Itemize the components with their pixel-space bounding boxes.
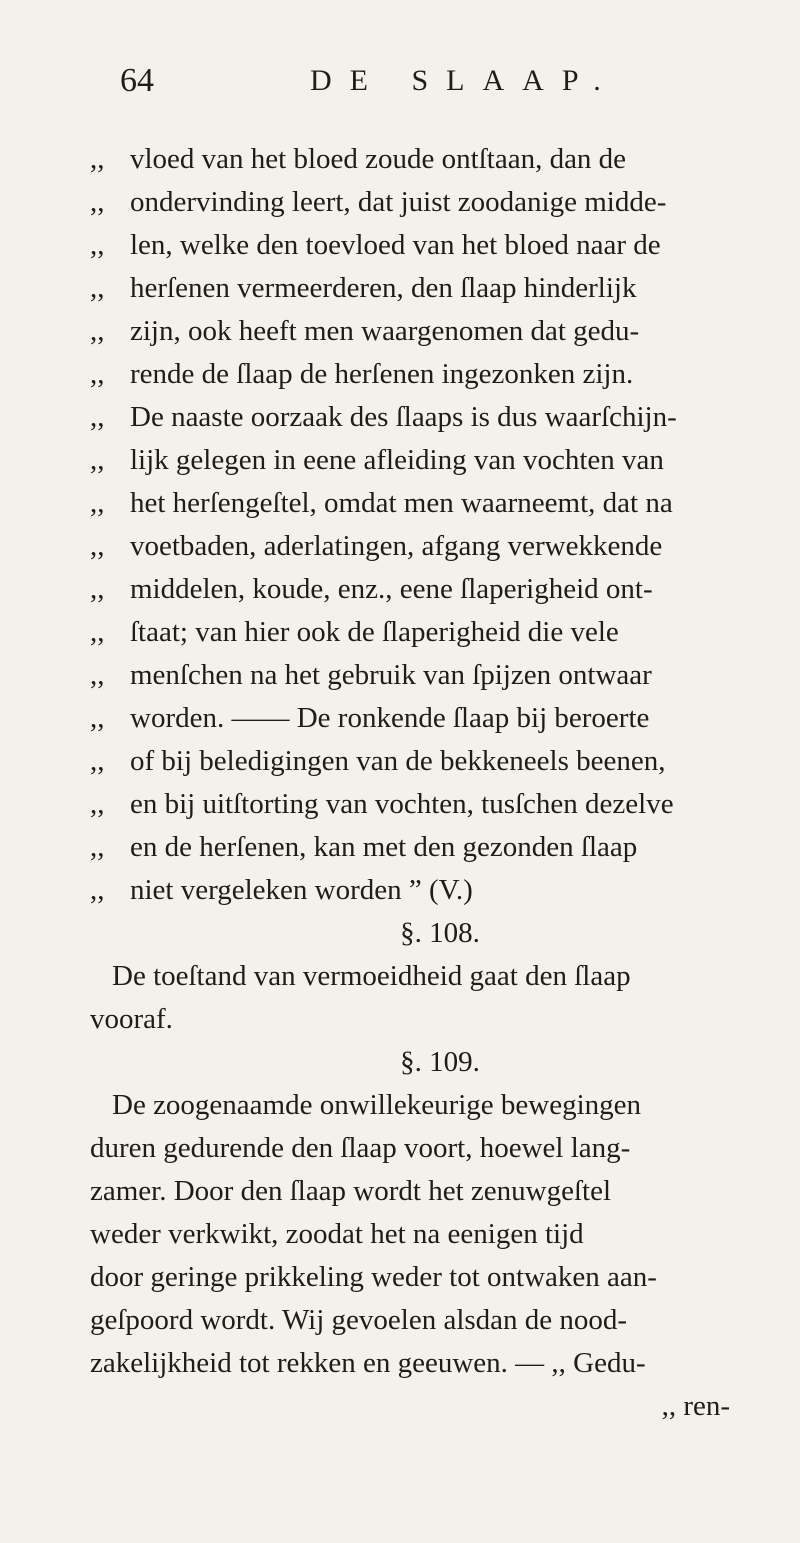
quote-line <box>90 267 750 310</box>
paragraph-line: De zoogenaamde onwillekeurige bewegingen <box>112 1089 642 1121</box>
quote-mark: ,, <box>90 358 105 390</box>
quote-mark: ,, <box>90 788 105 820</box>
quote-text: menſchen na het gebruik van ſpijzen ontwaar <box>130 659 652 691</box>
quote-line <box>90 611 750 654</box>
quote-mark: ,, <box>90 315 105 347</box>
section-heading-108: §. 108. <box>400 917 480 949</box>
quote-mark: ,, <box>90 229 105 261</box>
quote-line <box>90 826 750 869</box>
quote-text: ondervinding leert, dat juist zoodanige midde- <box>130 186 667 218</box>
quote-mark: ,, <box>90 659 105 691</box>
section-heading-109: §. 109. <box>400 1046 480 1078</box>
quote-line <box>90 568 750 611</box>
paragraph-line: zamer. Door den ſlaap wordt het zenuwgeſtel <box>90 1175 611 1207</box>
quote-mark: ,, <box>90 702 105 734</box>
catchword: ,, ren- <box>661 1390 730 1422</box>
paragraph-line: zakelijkheid tot rekken en geeuwen. — ,, Gedu- <box>90 1347 646 1379</box>
quote-mark: ,, <box>90 745 105 777</box>
quote-text: herſenen vermeerderen, den ſlaap hinderlijk <box>130 272 637 304</box>
paragraph-line: weder verkwikt, zoodat het na eenigen tijd <box>90 1218 584 1250</box>
quote-line <box>90 310 750 353</box>
quote-line <box>90 869 750 912</box>
quote-mark: ,, <box>90 401 105 433</box>
running-title: DE SLAAP. <box>310 64 619 97</box>
quote-line <box>90 783 750 826</box>
quote-line <box>90 138 750 181</box>
quote-text: en de herſenen, kan met den gezonden ſlaap <box>130 831 638 863</box>
quote-text: voetbaden, aderlatingen, afgang verwekkende <box>130 530 663 562</box>
paragraph-line: door geringe prikkeling weder tot ontwaken aan- <box>90 1261 657 1293</box>
quote-line <box>90 525 750 568</box>
quote-mark: ,, <box>90 616 105 648</box>
quote-line <box>90 181 750 224</box>
quote-text: en bij uitſtorting van vochten, tusſchen dezelve <box>130 788 674 820</box>
quote-text: niet vergeleken worden ” (V.) <box>130 874 473 906</box>
quote-line <box>90 482 750 525</box>
quote-line <box>90 697 750 740</box>
paragraph-line: geſpoord wordt. Wij gevoelen alsdan de nood- <box>90 1304 628 1336</box>
quote-text: zijn, ook heeft men waargenomen dat gedu- <box>130 315 640 347</box>
page-header <box>120 56 720 106</box>
quote-line <box>90 396 750 439</box>
quote-text: of bij beledigingen van de bekkeneels beenen, <box>130 745 666 777</box>
quote-line <box>90 439 750 482</box>
quote-text: len, welke den toevloed van het bloed naar de <box>130 229 661 261</box>
quote-text: lijk gelegen in eene afleiding van vochten van <box>130 444 664 476</box>
quote-text: het herſengeſtel, omdat men waarneemt, dat na <box>130 487 673 519</box>
quote-text: middelen, koude, enz., eene ſlaperigheid ont- <box>130 573 653 605</box>
paragraph-line: De toeſtand van vermoeidheid gaat den ſlaap <box>112 960 631 992</box>
quote-line <box>90 224 750 267</box>
page-number: 64 <box>120 62 154 99</box>
quote-mark: ,, <box>90 143 105 175</box>
quote-text: De naaste oorzaak des ſlaaps is dus waarſchijn- <box>130 401 677 433</box>
quote-text: rende de ſlaap de herſenen ingezonken zijn. <box>130 358 634 390</box>
quote-mark: ,, <box>90 831 105 863</box>
quote-mark: ,, <box>90 186 105 218</box>
quote-text: ſtaat; van hier ook de ſlaperigheid die vele <box>130 616 619 648</box>
quote-line <box>90 353 750 396</box>
quote-mark: ,, <box>90 272 105 304</box>
quote-line <box>90 740 750 783</box>
quote-mark: ,, <box>90 874 105 906</box>
paragraph-line: duren gedurende den ſlaap voort, hoewel lang- <box>90 1132 631 1164</box>
quote-text: vloed van het bloed zoude ontſtaan, dan de <box>130 143 627 175</box>
quote-mark: ,, <box>90 573 105 605</box>
quote-mark: ,, <box>90 530 105 562</box>
quote-mark: ,, <box>90 487 105 519</box>
quote-text: worden. —— De ronkende ſlaap bij beroerte <box>130 702 650 734</box>
body-text <box>90 138 750 1428</box>
paragraph-line: vooraf. <box>90 1003 173 1035</box>
quote-line <box>90 654 750 697</box>
quote-mark: ,, <box>90 444 105 476</box>
